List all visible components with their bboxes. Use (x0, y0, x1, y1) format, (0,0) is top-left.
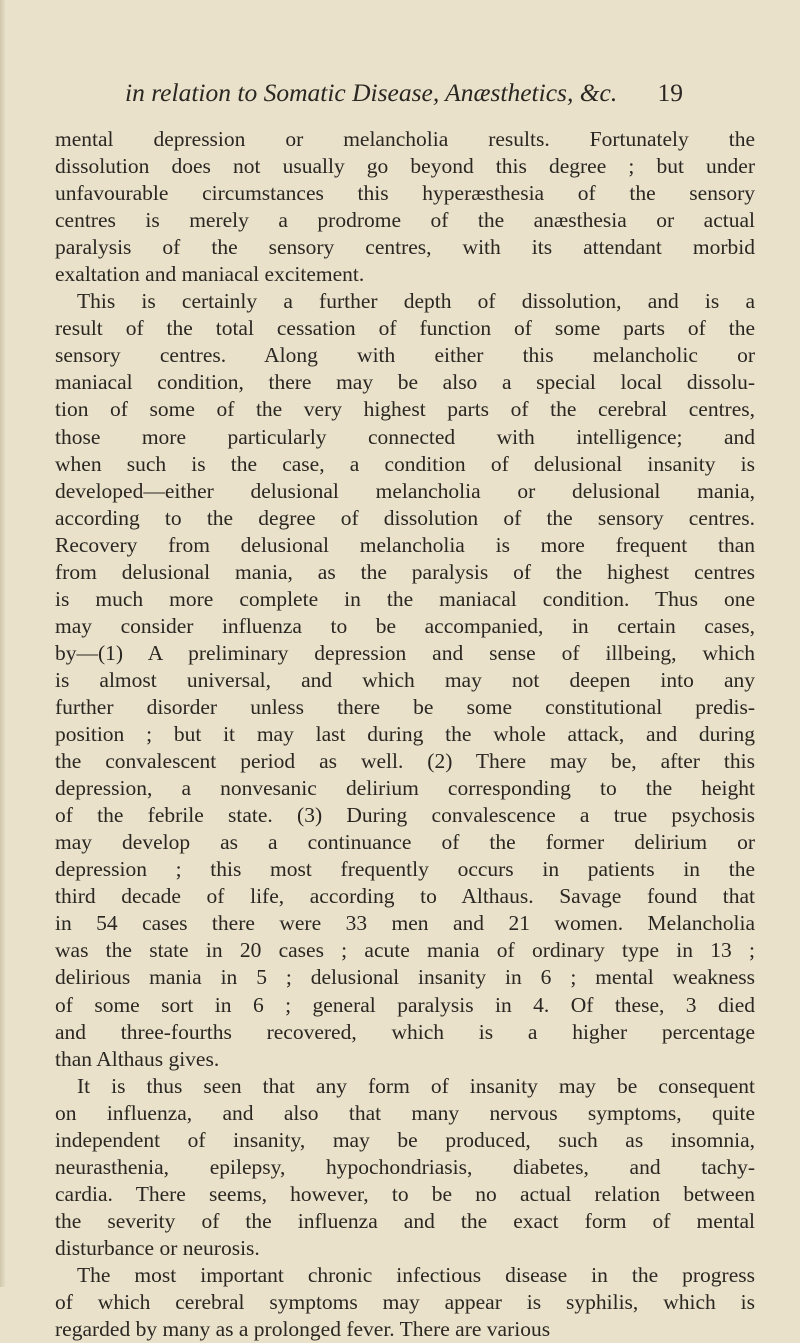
text-line: from delusional mania, as the paralysis of the highest centres (55, 559, 755, 584)
text-line: in 54 cases there were 33 men and 21 women. Melancholia (55, 911, 755, 936)
body-text (55, 126, 755, 1343)
text-line: is much more complete in the maniacal condition. Thus one (55, 586, 755, 611)
text-line: disturbance or neurosis. (55, 1235, 260, 1260)
text-line: of some sort in 6 ; general paralysis in 4. Of these, 3 died (55, 992, 755, 1017)
text-line: according to the degree of dissolution of the sensory centres. (55, 505, 755, 530)
text-line: The most important chronic infectious disease in the progress (77, 1262, 755, 1287)
text-line: sensory centres. Along with either this melancholic or (55, 343, 755, 368)
text-line: This is certainly a further depth of dissolution, and is a (77, 289, 755, 314)
page-number: 19 (657, 78, 683, 107)
text-line: neurasthenia, epilepsy, hypochondriasis, diabetes, and tachy- (55, 1154, 755, 1179)
text-line: when such is the case, a condition of delusional insanity is (55, 451, 755, 476)
text-line: further disorder unless there be some constitutional predis- (55, 694, 755, 719)
text-line: depression ; this most frequently occurs in patients in the (55, 857, 755, 882)
text-line: paralysis of the sensory centres, with its attendant morbid (55, 235, 755, 260)
text-line: unfavourable circumstances this hyperæsthesia of the sensory (55, 181, 755, 206)
text-line: exaltation and maniacal excitement. (55, 262, 365, 287)
text-line: the convalescent period as well. (2) There may be, after this (55, 749, 755, 774)
text-line: by—(1) A preliminary depression and sense of illbeing, which (55, 640, 755, 665)
text-line: third decade of life, according to Althaus. Savage found that (55, 884, 755, 909)
text-line: result of the total cessation of function of some parts of the (55, 316, 755, 341)
text-line: than Althaus gives. (55, 1046, 220, 1071)
text-line: tion of some of the very highest parts of the cerebral centres, (55, 397, 755, 422)
text-line: is almost universal, and which may not deepen into any (55, 667, 755, 692)
text-line: may develop as a continuance of the former delirium or (55, 830, 755, 855)
text-line: mental depression or melancholia results. Fortunately the (55, 127, 755, 151)
text-line: on influenza, and also that many nervous symptoms, quite (55, 1100, 755, 1125)
text-line: delirious mania in 5 ; delusional insanity in 6 ; mental weakness (55, 965, 755, 990)
text-line: developed—either delusional melancholia or delusional mania, (55, 478, 755, 503)
text-line: centres is merely a prodrome of the anæsthesia or actual (55, 208, 755, 233)
text-line: position ; but it may last during the whole attack, and during (55, 722, 755, 747)
running-title: in relation to Somatic Disease, Anæsthetics, &c. (125, 78, 618, 107)
text-line: the severity of the influenza and the exact form of mental (55, 1208, 755, 1233)
running-head (125, 78, 683, 118)
text-line: and three-fourths recovered, which is a higher percentage (55, 1019, 755, 1044)
page-edge (0, 0, 6, 1287)
text-line: may consider influenza to be accompanied, in certain cases, (55, 613, 755, 638)
text-line: dissolution does not usually go beyond this degree ; but under (55, 154, 755, 179)
text-line: independent of insanity, may be produced, such as insomnia, (55, 1127, 755, 1152)
text-line: It is thus seen that any form of insanity may be consequent (77, 1073, 755, 1098)
text-line: of the febrile state. (3) During convalescence a true psychosis (55, 803, 755, 828)
text-line: those more particularly connected with intelligence; and (55, 424, 755, 449)
text-line: depression, a nonvesanic delirium corresponding to the height (55, 776, 755, 801)
text-line: maniacal condition, there may be also a special local dissolu- (55, 370, 755, 395)
text-line: regarded by many as a prolonged fever. There are various (55, 1317, 551, 1342)
text-line: cardia. There seems, however, to be no actual relation between (55, 1181, 755, 1206)
text-line: was the state in 20 cases ; acute mania of ordinary type in 13 ; (55, 938, 755, 963)
text-line: of which cerebral symptoms may appear is syphilis, which is (55, 1290, 755, 1315)
text-line: Recovery from delusional melancholia is more frequent than (55, 532, 755, 557)
